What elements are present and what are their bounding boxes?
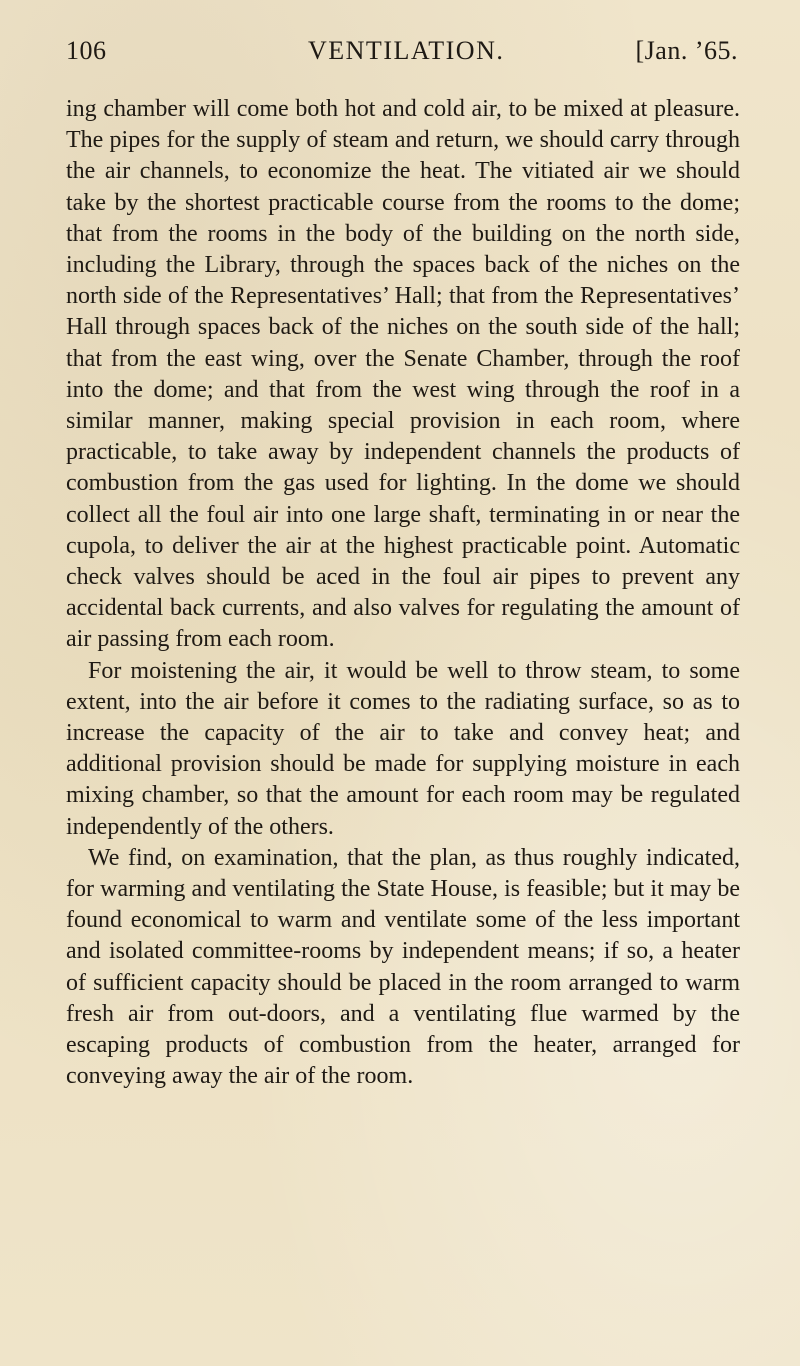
running-head — [66, 36, 738, 76]
page-date: [Jan. ’65. — [635, 36, 738, 65]
page-heading: VENTILATION. — [308, 36, 505, 65]
paragraph: ing chamber will come both hot and cold air, to be mixed at pleasure. The pipes for the supply of steam and return, we should carry through the air channels, to economize the heat. The vitiated air we should take by the shortest practicable course from the rooms to the dome; that from the rooms in the body of the building on the north side, including the Library, through the spaces back of the niches on the north side of the Representatives’ Hall; that from the Representatives’ Hall through spaces back of the niches on the south side of the hall; that from the east wing, over the Senate Chamber, through the roof into the dome; and that from the west wing through the roof in a similar manner, making special provision in each room, where practicable, to take away by independent channels the products of combustion from the gas used for lighting. In the dome we should collect all the foul air into one large shaft, terminating in or near the cupola, to deliver the air at the highest practicable point. Automatic check valves should be aced in the foul air pipes to prevent any accidental back currents, and also valves for regulating the amount of air passing from each room. — [66, 96, 740, 653]
paragraph: We find, on examination, that the plan, as thus roughly indicated, for warming and ventilating the State House, is feasible; but it may be found economical to warm and ventilate some of the less important and isolated committee-rooms by independent means; if so, a heater of sufficient capacity should be placed in the room arranged to warm fresh air from out-doors, and a ventilating flue warmed by the escaping products of combustion from the heater, arranged for conveying away the air of the room. — [66, 844, 740, 1090]
paragraph: For moistening the air, it would be well to throw steam, to some extent, into the air before it comes to the radiating surface, so as to increase the capacity of the air to take and convey heat; and additional provision should be made for supplying moisture in each mixing chamber, so that the amount for each room may be regulated independently of the others. — [66, 657, 740, 840]
text-body — [66, 94, 740, 1093]
page-number: 106 — [66, 36, 107, 65]
